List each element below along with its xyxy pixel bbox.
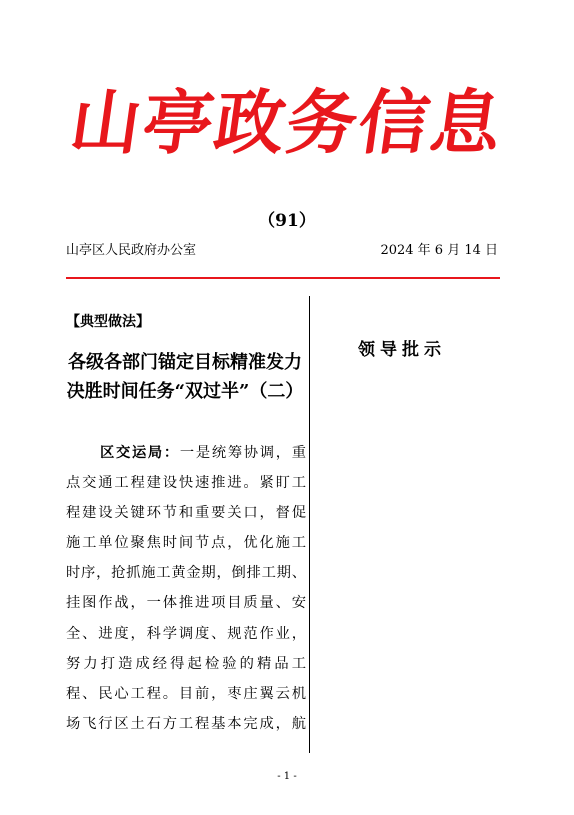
body-line: 全、进度，科学调度、规范作业，	[66, 625, 306, 642]
section-tag: 【典型做法】	[66, 314, 150, 330]
dept-label: 区交运局：	[100, 445, 180, 461]
body-line: 程、民心工程。目前，枣庄翼云机	[66, 685, 306, 702]
body-line: 努力打造成经得起检验的精品工	[66, 655, 306, 672]
column-divider	[309, 296, 310, 753]
body-line-text: 一是统筹协调，重	[179, 445, 307, 461]
body-line: 点交通工程建设快速推进。紧盯工	[66, 475, 306, 492]
body-line: 程建设关键环节和重要关口，督促	[66, 505, 306, 522]
body-line: 施工单位聚焦时间节点，优化施工	[66, 535, 306, 552]
publisher: 山亭区人民政府办公室	[66, 243, 197, 258]
headline-line-2: 决胜时间任务“双过半”（二）	[66, 381, 304, 402]
masthead-title: 山亭政务信息	[65, 81, 509, 164]
article-headline	[62, 348, 308, 406]
publication-meta	[66, 240, 498, 262]
header-divider	[66, 277, 500, 279]
page-number: - 1 -	[277, 771, 297, 782]
headline-line-1: 各级各部门锚定目标精准发力	[68, 352, 302, 373]
body-line: 场飞行区土石方工程基本完成，航	[66, 715, 306, 732]
body-line: 时序，抢抓施工黄金期，倒排工期、	[66, 565, 306, 582]
issue-number: （91）	[258, 211, 316, 231]
publish-date: 2024 年 6 月 14 日	[380, 243, 498, 258]
leader-comments-title: 领导批示	[358, 340, 446, 360]
body-line	[66, 438, 306, 468]
body-line: 挂图作战，一体推进项目质量、安	[66, 595, 306, 612]
article-body	[66, 438, 306, 739]
